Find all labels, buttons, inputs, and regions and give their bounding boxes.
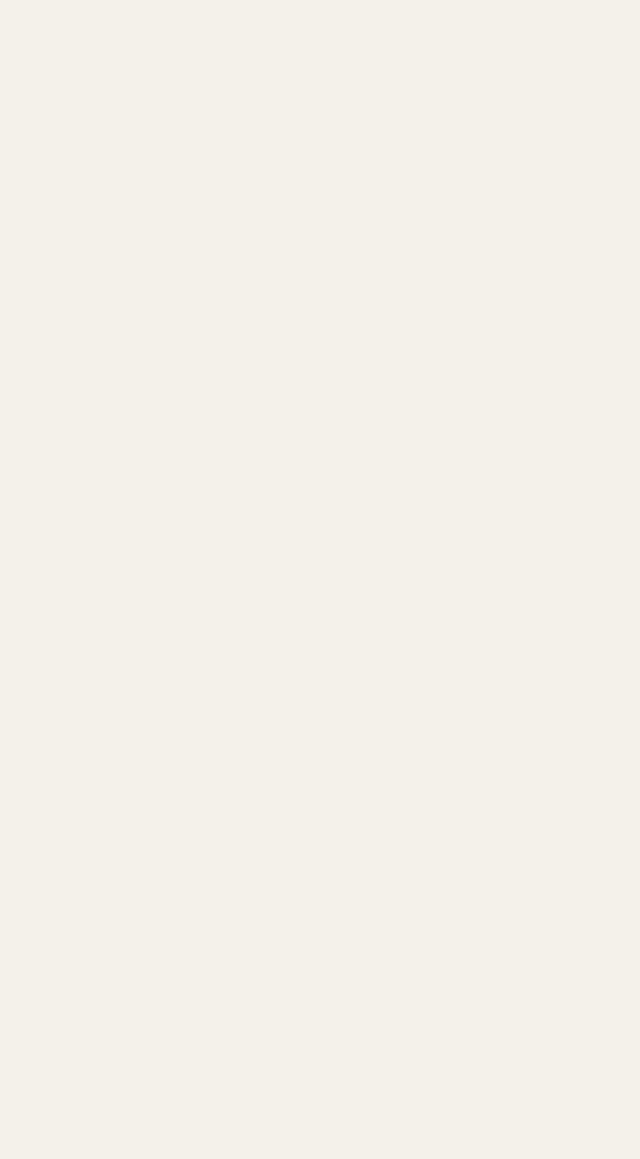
document-page <box>40 30 608 48</box>
